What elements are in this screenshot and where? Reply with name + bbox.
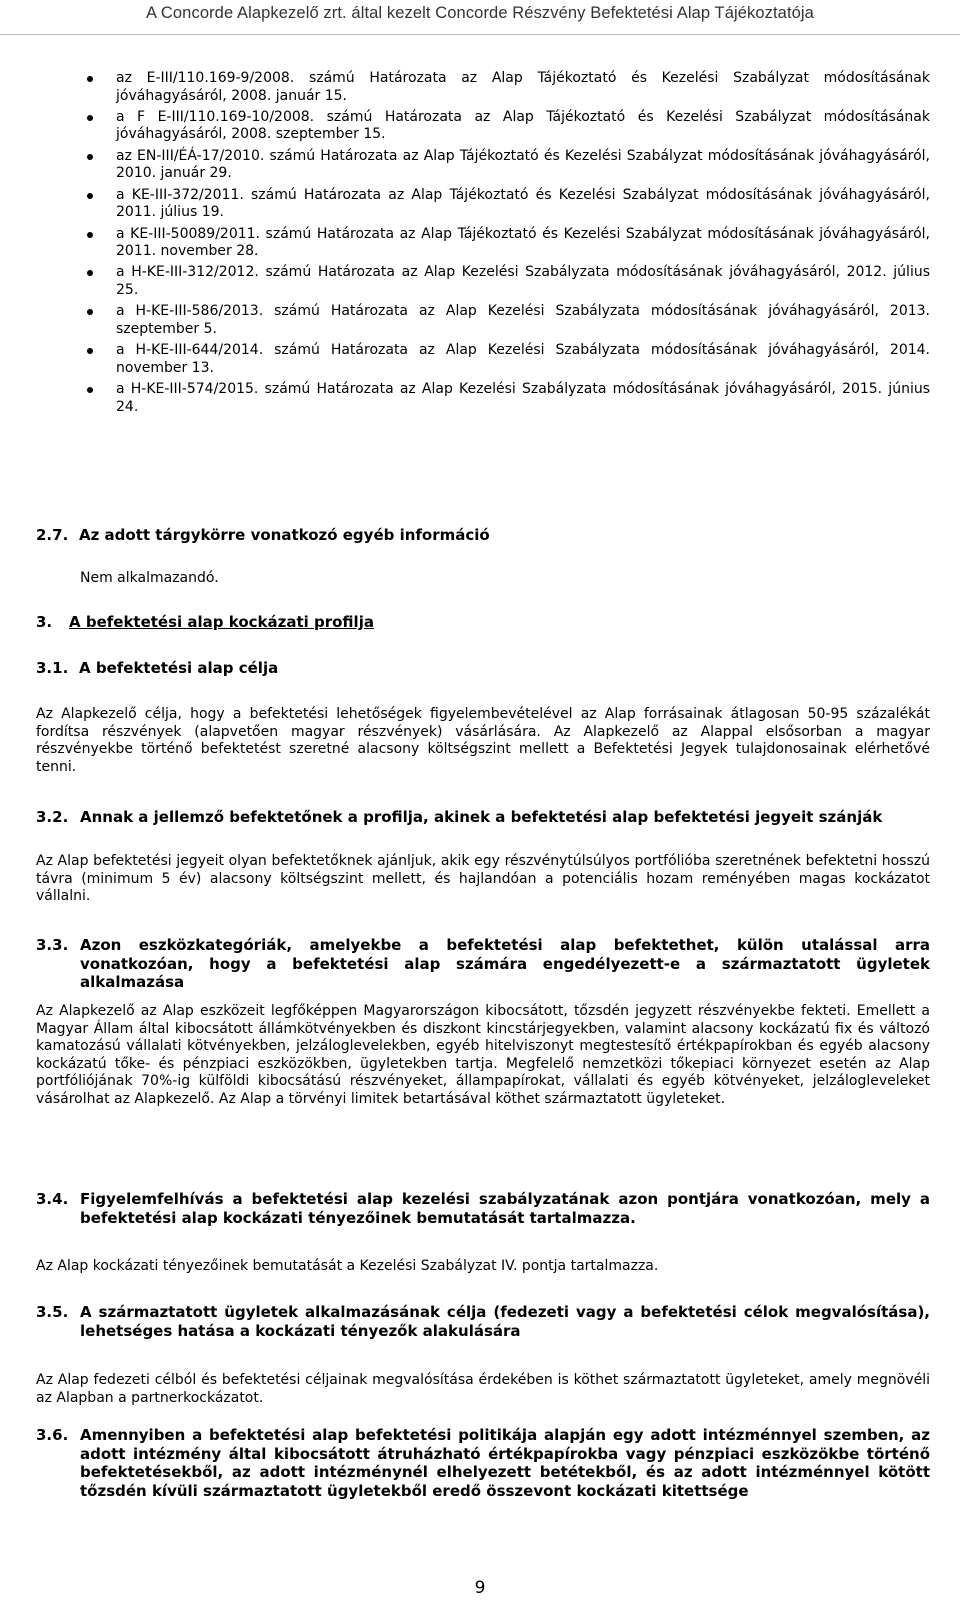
document-header: A Concorde Alapkezelő zrt. által kezelt Concorde Részvény Befektetési Alap Tájékoztatója [146,4,814,22]
section-title: Azon eszközkategóriák, amelyekbe a befektetési alap befektethet, külön utalással arra vonatkozóan, hogy a befektetési alap számára engedélyezett-e a származtatott ügyletek alkalmazása [80,936,930,992]
section-3-5-text: Az Alap fedezeti célból és befektetési céljainak megvalósítása érdekében is köthet származtatott ügyleteket, amely megnövéli az Alapban a partnerkockázatot. [36,1372,930,1406]
section-3-2-heading [36,808,930,827]
list-item: a KE-III-372/2011. számú Határozata az Alap Tájékoztató és Kezelési Szabályzat módosításának jóváhagyásáról, 2011. július 19. [116,186,930,221]
list-item: az EN-III/ÉÁ-17/2010. számú Határozata az Alap Tájékoztató és Kezelési Szabályzat módosításának jóváhagyásáról, 2010. január 29. [116,147,930,182]
resolution-list [36,70,930,416]
list-item: a H-KE-III-644/2014. számú Határozata az Alap Kezelési Szabályzata módosításának jóváhagyásáról, 2014. november 13. [116,342,930,376]
section-3-heading [36,614,374,632]
section-title: A származtatott ügyletek alkalmazásának célja (fedezeti vagy a befektetési célok megvalósítása), lehetséges hatása a kockázati tényezők alakulására [80,1303,930,1340]
section-number: 3.4. [36,1190,69,1208]
section-title: Annak a jellemző befektetőnek a profilja, akinek a befektetési alap befektetési jegyeit szánják [80,808,883,826]
page-number: 9 [474,1578,486,1598]
section-title: Amennyiben a befektetési alap befektetési politikája alapján egy adott intézménnyel szemben, az adott intézmény által kibocsátott átruházható értékpapírokba vagy pénzpiaci eszközökbe történő befektetésekből, az adott intézménynél elhelyezett betétekből, és az adott intézménnyel kötött tőzsdén kívüli származtatott ügyletekből eredő összevont kockázati kitettsége [80,1426,930,1501]
section-number: 3.6. [36,1426,69,1444]
section-3-1-text: Az Alapkezelő célja, hogy a befektetési lehetőségek figyelembevételével az Alap forrásainak átlagosan 50-95 százalékát fordítsa részvények (alapvetően magyar részvények) vásárlására. Az Alapkezelő az Alappal elsősorban a magyar részvényekbe történő befektetést szeretné alacsony költségszint mellett a Befektetési Jegyek tulajdonosainak elérhetővé tenni. [36,706,930,775]
list-item: a H-KE-III-574/2015. számú Határozata az Alap Kezelési Szabályzata módosításának jóváhagyásáról, 2015. június 24. [116,381,930,415]
section-title: A befektetési alap kockázati profilja [69,613,374,631]
section-3-3-text: Az Alapkezelő az Alap eszközeit legfőképpen Magyarországon kibocsátott, tőzsdén jegyzett részvényekbe fekteti. Emellett a Magyar Állam által kibocsátott állámkötvényekben és diszkont kincstárjegyekben, valamint alacsony kockázatú fix és változó kamatozású vállalati kötvényekben, jelzáloglevelekben, egyéb hitelviszonyt megtestesítő értékpapírokban és egyéb alacsony kockázatú tőke- és pénzpiaci eszközökben, ügyletekben tartja. Megfelelő nemzetközi tőkepiaci környezet esetén az Alap portfóliójának 70%-ig külföldi kibocsátású részvényeket, állampapírokat, vállalati és egyéb kötvényeket, jelzálogleveleket vásárolhat az Alapkezelő. Az Alap a törvényi limitek betartásával köthet származtatott ügyleteket. [36,1003,930,1107]
section-number: 3.5. [36,1303,69,1321]
section-3-2-text: Az Alap befektetési jegyeit olyan befektetőknek ajánljuk, akik egy részvénytúlsúlyos portfólióba szeretnének befektetni hosszú távra (minimum 5 év) alacsony költségszint mellett, és hajlandóan a potenciális hozam reményében magas kockázatot vállalni. [36,853,930,904]
section-3-4-heading [36,1190,930,1227]
header-divider [0,34,960,35]
section-number: 3.3. [36,936,69,954]
section-3-3-heading [36,936,930,992]
section-number: 3. [36,613,53,631]
section-title: A befektetési alap célja [79,659,279,677]
section-2-7-heading [36,527,490,545]
section-title: Figyelemfelhívás a befektetési alap kezelési szabályzatának azon pontjára vonatkozóan, mely a befektetési alap kockázati tényezőinek bemutatását tartalmazza. [80,1190,930,1227]
section-number: 3.1. [36,659,69,677]
list-item: a KE-III-50089/2011. számú Határozata az Alap Tájékoztató és Kezelési Szabályzat módosításának jóváhagyásáról, 2011. november 28. [116,225,930,260]
list-item: a F E-III/110.169-10/2008. számú Határozata az Alap Tájékoztató és Kezelési Szabályzat módosításának jóváhagyásáról, 2008. szeptember 15. [116,108,930,143]
section-3-6-heading [36,1426,930,1501]
section-3-1-heading [36,660,278,678]
section-title: Az adott tárgykörre vonatkozó egyéb információ [79,526,490,544]
list-item: az E-III/110.169-9/2008. számú Határozata az Alap Tájékoztató és Kezelési Szabályzat módosításának jóváhagyásáról, 2008. január 15. [116,70,930,104]
list-item: a H-KE-III-312/2012. számú Határozata az Alap Kezelési Szabályzata módosításának jóváhagyásáról, 2012. július 25. [116,264,930,298]
document-body [36,70,930,1501]
section-number: 2.7. [36,526,69,544]
list-item: a H-KE-III-586/2013. számú Határozata az Alap Kezelési Szabályzata módosításának jóváhagyásáról, 2013. szeptember 5. [116,303,930,337]
section-3-4-text: Az Alap kockázati tényezőinek bemutatását a Kezelési Szabályzat IV. pontja tartalmazza. [36,1258,659,1274]
section-3-5-heading [36,1303,930,1340]
section-number: 3.2. [36,808,69,826]
section-2-7-text: Nem alkalmazandó. [80,570,219,586]
